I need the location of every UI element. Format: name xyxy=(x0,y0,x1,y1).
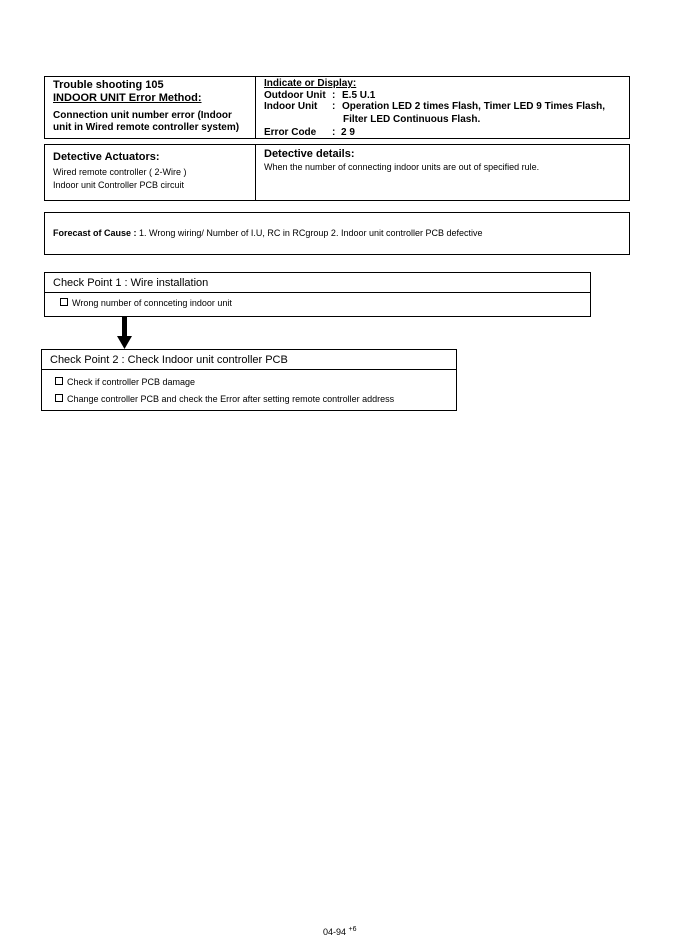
indicate-label: Indicate or Display: xyxy=(264,78,357,89)
checkpoint1-divider xyxy=(44,292,591,293)
checkpoint1-title: Check Point 1 : Wire installation xyxy=(53,277,209,289)
error-name xyxy=(53,110,239,134)
actuator-item: Indoor unit Controller PCB circuit xyxy=(53,180,185,190)
forecast-text: 1. Wrong wiring/ Number of I.U, RC in RCgroup 2. Indoor unit controller PCB defective xyxy=(136,228,483,238)
error-name-line2: unit in Wired remote controller system) xyxy=(53,122,240,133)
forecast-line xyxy=(53,228,483,238)
checkpoint1-item xyxy=(60,298,232,308)
checkpoint2-item-text: Change controller PCB and check the Error after setting remote controller address xyxy=(67,394,395,404)
page-number-text: 04-94 xyxy=(323,927,347,937)
detective-details-title: Detective details: xyxy=(264,148,355,160)
page-number-suffix: +6 xyxy=(348,926,357,933)
indoor-unit-sep: : xyxy=(332,101,336,112)
checkpoint2-item xyxy=(55,394,394,404)
actuator-item: Wired remote controller ( 2-Wire ) xyxy=(53,167,187,177)
outdoor-unit-sep: : xyxy=(332,90,336,101)
checkbox-icon xyxy=(60,298,68,306)
forecast-label: Forecast of Cause : xyxy=(53,228,137,238)
checkpoint1-item-text: Wrong number of connceting indoor unit xyxy=(72,298,232,308)
error-method-title: INDOOR UNIT Error Method: xyxy=(53,92,202,104)
detective-details-text: When the number of connecting indoor units are out of specified rule. xyxy=(264,162,540,172)
page-number xyxy=(323,926,357,937)
checkpoint2-item xyxy=(55,377,195,387)
header-divider xyxy=(255,76,256,139)
error-name-line1: Connection unit number error (Indoor xyxy=(53,110,232,121)
detective-actuators-title: Detective Actuators: xyxy=(53,151,160,163)
troubleshooting-title: Trouble shooting 105 xyxy=(53,79,164,91)
checkpoint2-title: Check Point 2 : Check Indoor unit controller PCB xyxy=(50,354,288,366)
outdoor-unit-value: E.5 U.1 xyxy=(342,90,376,101)
checkpoint2-item-text: Check if controller PCB damage xyxy=(67,377,196,387)
actuators-list xyxy=(53,166,187,192)
checkpoint2-divider xyxy=(41,369,457,370)
indoor-unit-label: Indoor Unit xyxy=(264,101,318,112)
error-code-sep: : xyxy=(332,127,336,138)
indoor-unit-value-1: Operation LED 2 times Flash, Timer LED 9 Times Flash, xyxy=(342,101,606,112)
detective-divider xyxy=(255,144,256,201)
checkbox-icon xyxy=(55,394,63,402)
outdoor-unit-label: Outdoor Unit xyxy=(264,90,326,101)
error-code-value: 2 9 xyxy=(341,127,355,138)
indoor-unit-value-2: Filter LED Continuous Flash. xyxy=(343,114,481,125)
checkbox-icon xyxy=(55,377,63,385)
error-code-label: Error Code xyxy=(264,127,317,138)
down-arrow-icon xyxy=(116,317,134,350)
